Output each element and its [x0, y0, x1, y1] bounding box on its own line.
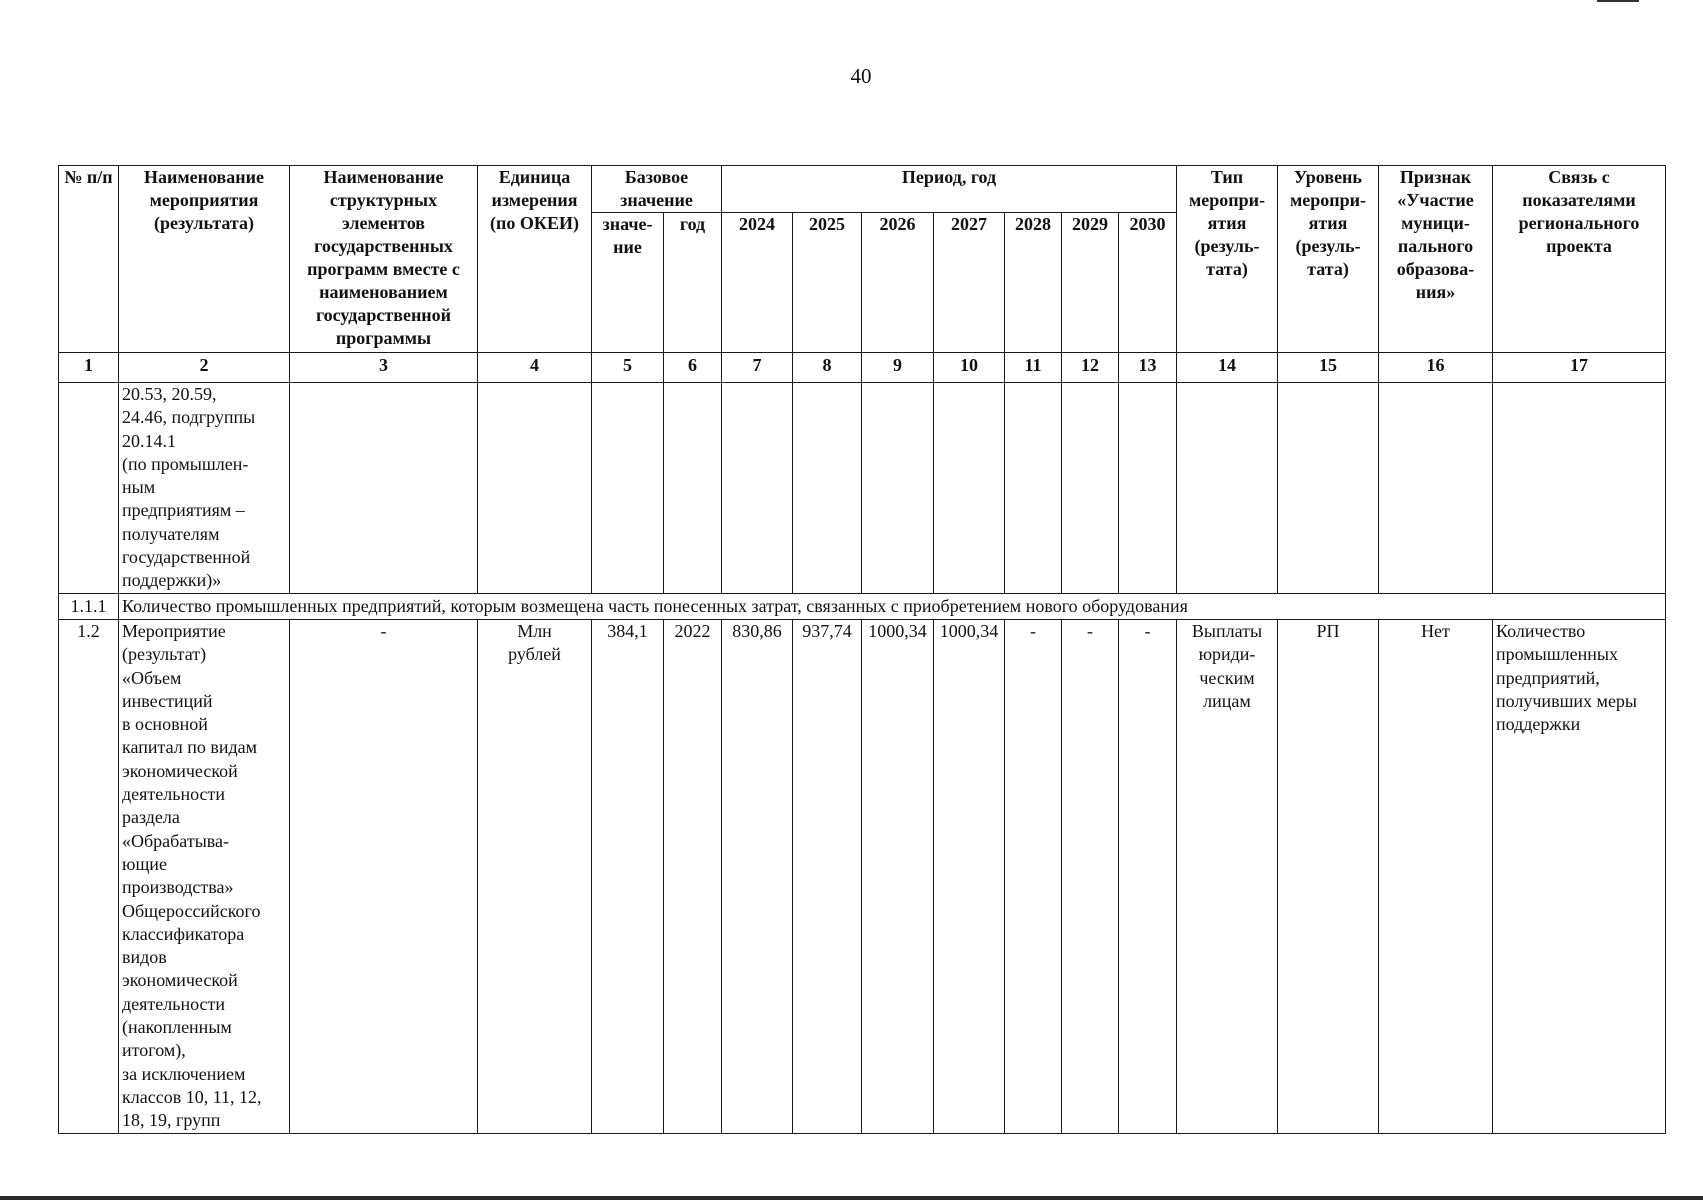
- column-number: 1: [59, 353, 119, 383]
- cell-base-value: 384,1: [592, 620, 664, 1134]
- header-period: Период, год: [722, 166, 1177, 213]
- header-year-2026: 2026: [862, 213, 934, 353]
- cell-empty: [290, 383, 478, 594]
- header-link: Связь с показателями регионального проекта: [1493, 166, 1666, 353]
- cell-name: Мероприятие (результат) «Объем инвестиций в основной капитал по видам экономической деятельности раздела «Обрабатыва- ющие производства» Общероссийского классификатора видов экономической деятельности (накопленным итогом), за исключением классов 10, 11, 12, 18, 19, групп: [119, 620, 290, 1134]
- page-number: 40: [850, 64, 872, 88]
- header-year-2027: 2027: [934, 213, 1005, 353]
- cell-unit: Млн рублей: [478, 620, 592, 1134]
- cell-structural: -: [290, 620, 478, 1134]
- cell-2026: 1000,34: [862, 620, 934, 1134]
- cell-empty: [862, 383, 934, 594]
- cell-num: 1.2: [59, 620, 119, 1134]
- header-year-2025: 2025: [793, 213, 862, 353]
- header-sign: Признак «Участие муници-пального образова-ния»: [1379, 166, 1493, 353]
- cell-link: Количество промышленных предприятий, получивших меры поддержки: [1493, 620, 1666, 1134]
- header-year-2028: 2028: [1005, 213, 1062, 353]
- cell-empty: [59, 383, 119, 594]
- header-type: Тип меропри-ятия (резуль-тата): [1177, 166, 1278, 353]
- header-year-2024: 2024: [722, 213, 793, 353]
- column-number: 6: [664, 353, 722, 383]
- header-num: № п/п: [59, 166, 119, 353]
- column-numbers-row: [59, 353, 1666, 383]
- header-name: Наименование мероприятия (результата): [119, 166, 290, 353]
- cell-empty: [1119, 383, 1177, 594]
- cell-empty: [1177, 383, 1278, 594]
- cell-empty: [1062, 383, 1119, 594]
- column-number: 4: [478, 353, 592, 383]
- cell-empty: [722, 383, 793, 594]
- cell-2025: 937,74: [793, 620, 862, 1134]
- cell-empty: [1379, 383, 1493, 594]
- measures-table: [58, 165, 1666, 1134]
- cell-empty: [1493, 383, 1666, 594]
- cell-base-year: 2022: [664, 620, 722, 1134]
- cell-2024: 830,86: [722, 620, 793, 1134]
- column-number: 3: [290, 353, 478, 383]
- column-number: 13: [1119, 353, 1177, 383]
- header-row-top: [59, 166, 1666, 213]
- cell-num: 1.1.1: [59, 594, 119, 620]
- column-number: 11: [1005, 353, 1062, 383]
- cell-empty: [934, 383, 1005, 594]
- header-base: Базовое значение: [592, 166, 722, 213]
- header-base-year: год: [664, 213, 722, 353]
- header-base-value: значе-ние: [592, 213, 664, 353]
- cell-empty: [793, 383, 862, 594]
- cell-empty: [664, 383, 722, 594]
- cell-level: РП: [1278, 620, 1379, 1134]
- table-row-1-2: [59, 620, 1666, 1134]
- cell-empty: [478, 383, 592, 594]
- top-edge-mark: [1597, 0, 1639, 2]
- header-structural: Наименование структурных элементов государственных программ вместе с наименованием государственной программы: [290, 166, 478, 353]
- header-year-2030: 2030: [1119, 213, 1177, 353]
- header-unit: Единица измерения (по ОКЕИ): [478, 166, 592, 353]
- cell-2029: -: [1062, 620, 1119, 1134]
- cell-indicator-text: Количество промышленных предприятий, которым возмещена часть понесенных затрат, связанных с приобретением нового оборудования: [119, 594, 1666, 620]
- cell-2028: -: [1005, 620, 1062, 1134]
- cell-empty: [1278, 383, 1379, 594]
- cell-2027: 1000,34: [934, 620, 1005, 1134]
- page-bottom-edge: [0, 1196, 1703, 1200]
- cell-empty: [1005, 383, 1062, 594]
- column-number: 2: [119, 353, 290, 383]
- header-year-2029: 2029: [1062, 213, 1119, 353]
- column-number: 7: [722, 353, 793, 383]
- table-row-continuation: [59, 383, 1666, 594]
- cell-type: Выплаты юриди- ческим лицам: [1177, 620, 1278, 1134]
- cell-2030: -: [1119, 620, 1177, 1134]
- column-number: 12: [1062, 353, 1119, 383]
- column-number: 16: [1379, 353, 1493, 383]
- column-number: 17: [1493, 353, 1666, 383]
- cell-empty: [592, 383, 664, 594]
- column-number: 10: [934, 353, 1005, 383]
- header-level: Уровень меропри-ятия (резуль-тата): [1278, 166, 1379, 353]
- cell-name-continuation: 20.53, 20.59, 24.46, подгруппы 20.14.1 (по промышлен- ным предприятиям – получателям государственной поддержки)»: [119, 383, 290, 594]
- column-number: 15: [1278, 353, 1379, 383]
- column-number: 8: [793, 353, 862, 383]
- table-row-1-1-1: [59, 594, 1666, 620]
- column-number: 14: [1177, 353, 1278, 383]
- column-number: 9: [862, 353, 934, 383]
- cell-sign: Нет: [1379, 620, 1493, 1134]
- column-number: 5: [592, 353, 664, 383]
